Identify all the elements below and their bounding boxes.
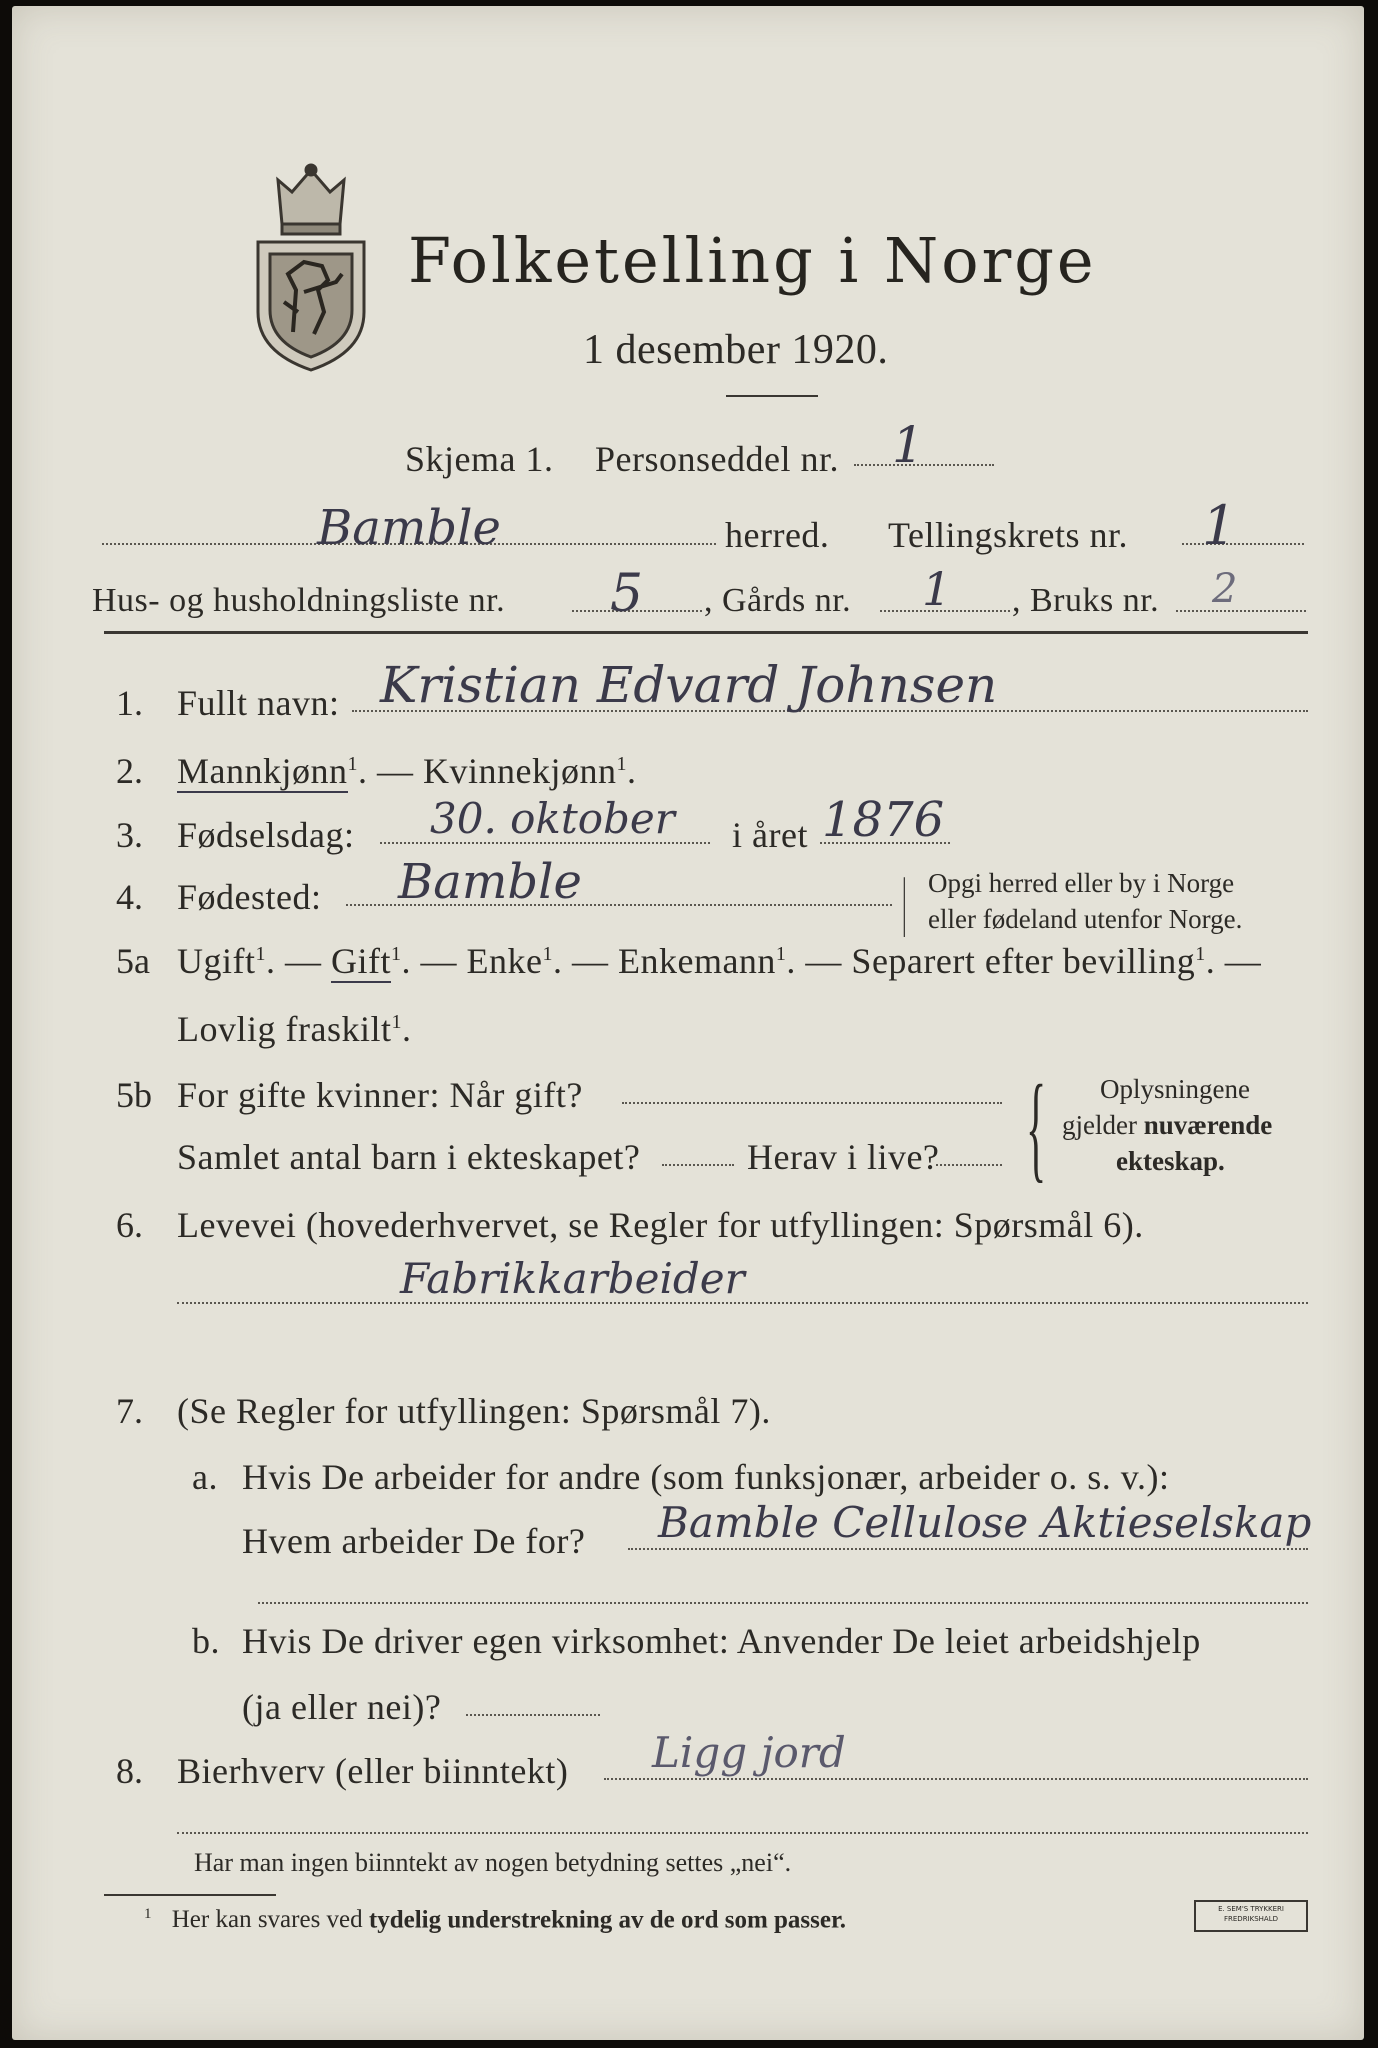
- q5b-children-label: Samlet antal barn i ekteskapet?: [177, 1137, 641, 1177]
- q5b-note-brace: {: [1026, 1060, 1047, 1193]
- dash: . —: [786, 941, 842, 981]
- q7b-letter: b.: [192, 1621, 220, 1661]
- birth-year-value: 1876: [822, 792, 945, 848]
- bruks-field[interactable]: [1176, 610, 1306, 612]
- header-divider: [104, 631, 1308, 634]
- q7a-letter: a.: [192, 1457, 218, 1497]
- footnote-ref: 1: [775, 943, 787, 965]
- footnote-ref: 1: [391, 943, 402, 965]
- footnote-ref: 1: [1195, 943, 1206, 965]
- ugift-option[interactable]: Ugift: [177, 941, 256, 981]
- birthdate-value: 30. oktober: [430, 794, 675, 843]
- fraskilt-option[interactable]: Lovlig fraskilt: [177, 1009, 392, 1049]
- q5b-alive-label: Herav i live?: [747, 1137, 940, 1177]
- q6-number: 6.: [116, 1205, 143, 1245]
- q5a-end: .: [401, 1009, 412, 1049]
- q4-label: Fødested:: [177, 877, 322, 917]
- herred-label: herred.: [725, 515, 830, 555]
- side-income-field[interactable]: [604, 1778, 1308, 1780]
- hired-help-field[interactable]: [466, 1714, 600, 1716]
- q5a-number: 5a: [116, 941, 150, 981]
- census-date: 1 desember 1920.: [583, 327, 889, 373]
- employer-field-line2[interactable]: [258, 1602, 1308, 1604]
- dash: . —: [552, 941, 609, 981]
- footnote-mark: 1: [144, 1906, 152, 1922]
- employer-value: Bamble Cellulose Aktieselskap: [658, 1498, 1312, 1547]
- tellingskrets-label: Tellingskrets nr.: [888, 515, 1128, 555]
- footnote-divider: [104, 1894, 276, 1896]
- q5b-note-emphasis: nuværende: [1143, 1110, 1273, 1140]
- male-option[interactable]: Mannkjønn: [177, 751, 348, 791]
- dash: . —: [401, 941, 457, 981]
- q2-end: .: [626, 751, 637, 791]
- printer-name: E. SEM'S TRYKKERI: [1218, 1905, 1284, 1913]
- birthplace-value: Bamble: [398, 854, 582, 910]
- q7b-question: (ja eller nei)?: [242, 1687, 442, 1727]
- tellingskrets-value: 1: [1202, 494, 1237, 557]
- personseddel-label: Personseddel nr.: [595, 439, 839, 479]
- footnote-ref: 1: [616, 753, 627, 775]
- children-count-field[interactable]: [662, 1164, 734, 1166]
- q5b-note-line2: [1062, 1110, 1272, 1141]
- q3-label: Fødselsdag:: [177, 815, 355, 855]
- fraskilt-line: [177, 1008, 411, 1050]
- birth-year-label: i året: [732, 815, 808, 855]
- side-income-value: Ligg jord: [652, 1728, 846, 1777]
- q8-number: 8.: [116, 1751, 143, 1791]
- footnote-text: Her kan svares ved: [171, 1906, 369, 1934]
- q7-number: 7.: [116, 1391, 143, 1431]
- printer-stamp: [1194, 1900, 1308, 1932]
- footnote-ref: 1: [255, 943, 266, 965]
- q4-note-line2: eller fødeland utenfor Norge.: [928, 904, 1243, 934]
- bruks-value: 2: [1212, 566, 1238, 612]
- q5b-note-line1: Oplysningene: [1100, 1074, 1250, 1104]
- side-income-note: Har man ingen biinntekt av nogen betydning settes „nei“.: [194, 1848, 792, 1877]
- q6-label: Levevei (hovederhvervet, se Regler for utfyllingen: Spørsmål 6).: [177, 1205, 1144, 1245]
- gards-label: , Gårds nr.: [704, 582, 852, 619]
- footnote-ref: 1: [391, 1011, 402, 1033]
- bruks-label: , Bruks nr.: [1012, 582, 1160, 619]
- gift-option[interactable]: Gift: [331, 941, 391, 981]
- hus-label: Hus- og husholdningsliste nr.: [92, 582, 506, 619]
- dash: . —: [1205, 941, 1262, 981]
- norway-coat-of-arms-icon: [248, 162, 374, 374]
- enke-option[interactable]: Enke: [466, 941, 543, 981]
- q7a-question: Hvem arbeider De for?: [242, 1521, 586, 1561]
- q7a-text: Hvis De arbeider for andre (som funksjonær, arbeider o. s. v.):: [242, 1457, 1170, 1497]
- q7-label: (Se Regler for utfyllingen: Spørsmål 7).: [177, 1391, 771, 1431]
- q2-sex-line: [177, 750, 636, 792]
- q4-number: 4.: [116, 877, 143, 917]
- q4-note-brace: |: [902, 865, 907, 938]
- female-option[interactable]: Kvinnekjønn: [423, 751, 617, 791]
- q4-note-line1: Opgi herred eller by i Norge: [928, 868, 1235, 898]
- dash: . —: [266, 941, 322, 981]
- full-name-value: Kristian Edvard Johnsen: [380, 656, 998, 714]
- footnote-ref: 1: [542, 943, 553, 965]
- title-divider: [726, 395, 818, 397]
- hus-value: 5: [610, 564, 644, 624]
- employer-field[interactable]: [628, 1548, 1308, 1550]
- tellingskrets-field[interactable]: [1182, 543, 1304, 545]
- form-title: Folketelling i Norge: [408, 224, 1097, 297]
- q2-number: 2.: [116, 751, 143, 791]
- personseddel-field[interactable]: [854, 464, 994, 466]
- q2-separator: . —: [358, 751, 423, 791]
- footnote-emphasis: tydelig understrekning av de ord som passer.: [368, 1906, 847, 1934]
- marriage-date-field[interactable]: [622, 1102, 1002, 1104]
- q5b-note-text: gjelder: [1062, 1110, 1144, 1140]
- footnote-ref: 1: [347, 753, 358, 775]
- occupation-value: Fabrikkarbeider: [400, 1254, 745, 1303]
- enkemann-option[interactable]: Enkemann: [617, 941, 776, 981]
- q3-number: 3.: [116, 815, 143, 855]
- children-alive-field[interactable]: [936, 1164, 1002, 1166]
- herred-value: Bamble: [317, 500, 501, 556]
- occupation-field[interactable]: [177, 1302, 1308, 1304]
- footnote: [144, 1906, 846, 1934]
- personseddel-value: 1: [892, 416, 924, 474]
- printer-city: FREDRIKSHALD: [1223, 1915, 1278, 1923]
- separert-option[interactable]: Separert efter bevilling: [851, 941, 1196, 981]
- gards-value: 1: [922, 562, 952, 616]
- q8-label: Bierhverv (eller biinntekt): [177, 1751, 569, 1791]
- census-form-sheet: [12, 6, 1364, 2040]
- side-income-field-line2[interactable]: [177, 1832, 1308, 1834]
- q5b-note-line3: ekteskap.: [1116, 1146, 1225, 1176]
- schema-label: Skjema 1.: [405, 439, 554, 479]
- q5b-line1: For gifte kvinner: Når gift?: [177, 1075, 583, 1115]
- q1-label: Fullt navn:: [177, 683, 340, 723]
- q7b-text: Hvis De driver egen virksomhet: Anvender De leiet arbeidshjelp: [242, 1621, 1201, 1661]
- q1-number: 1.: [116, 683, 143, 723]
- marital-status-line: [177, 940, 1261, 982]
- q5b-number: 5b: [116, 1075, 152, 1115]
